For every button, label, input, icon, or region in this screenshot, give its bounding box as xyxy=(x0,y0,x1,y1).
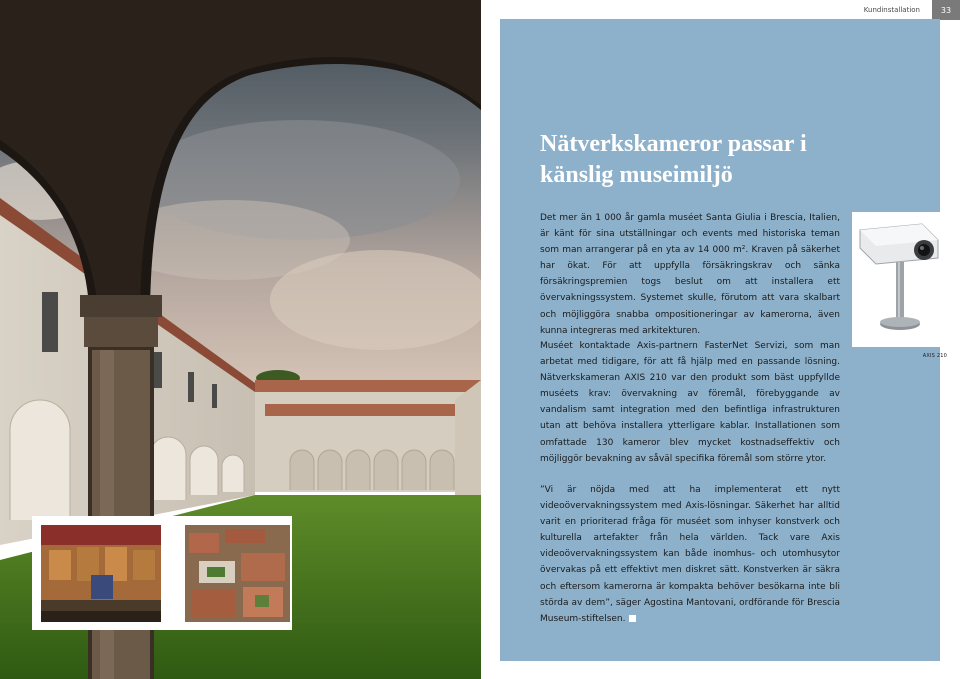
fresco-interior-photo xyxy=(41,525,161,622)
article-headline: Nätverkskameror passar i känslig museimiljö xyxy=(540,131,807,188)
section-label: Kundinstallation xyxy=(863,6,920,14)
article-paragraph-3-text: ”Vi är nöjda med att ha implementerat ett nytt videoövervakningssystem med Axis-lösningar. Säkerhet har alltid varit en prioriterad fråga för muséet som inhyser konstverk och kulturella artefakter från hela världen. Tack vare Axis videoövervakningssystem kan både inomhus- och utomhusytor övervakas på ett effektivt men diskret sätt. Konstverken är säkra och eftersom kamerorna är kompakta behöver besökarna inte bli störda av dem”, säger Agostina Mantovani, ordförande för Brescia Museum-stiftelsen. xyxy=(540,485,840,624)
article-paragraph-3 xyxy=(540,482,840,627)
product-caption: AXIS 210 xyxy=(922,353,947,359)
aerial-museum-scene xyxy=(185,525,290,622)
network-camera-icon xyxy=(852,212,947,347)
page-number: 33 xyxy=(932,0,960,20)
aerial-museum-photo xyxy=(185,525,290,622)
product-image-frame xyxy=(852,212,947,347)
end-of-article-mark xyxy=(629,615,636,622)
fresco-interior-scene xyxy=(41,525,161,622)
article-paragraph-1: Det mer än 1 000 år gamla muséet Santa Giulia i Brescia, Italien, är känt för sina utställningar och events med historiska teman som man arrangerar på en yta av 14 000 m². Kraven på säkerhet har ökat. För att uppfylla försäkringskrav och sänka försäkringspremien togs beslut om att installera ett övervakningssystem. Systemet skulle, förutom att vara skalbart och möjliggöra snabba ompositioneringar av kamerorna, även kunna integreras med arkitekturen. xyxy=(540,213,840,336)
article-page xyxy=(481,0,960,679)
article-panel xyxy=(500,19,947,661)
article-paragraph-2: Muséet kontaktade Axis-partnern FasterNet Servizi, som man arbetat med tidigare, för att få hjälp med en passande lösning. Nätverkskameran AXIS 210 var den produkt som bäst uppfyllde muséets krav: övervakning av föremål, förebyggande av vandalism samt integration med den befintliga infrastrukturen utan att behöva installera ytterligare kablar. Installationen som omfattade 130 kameror blev mycket kostnadseffektiv och möjliggör bevakning av såväl specifika föremål som större ytor. xyxy=(540,341,840,464)
inset-photo-frame xyxy=(32,516,292,630)
